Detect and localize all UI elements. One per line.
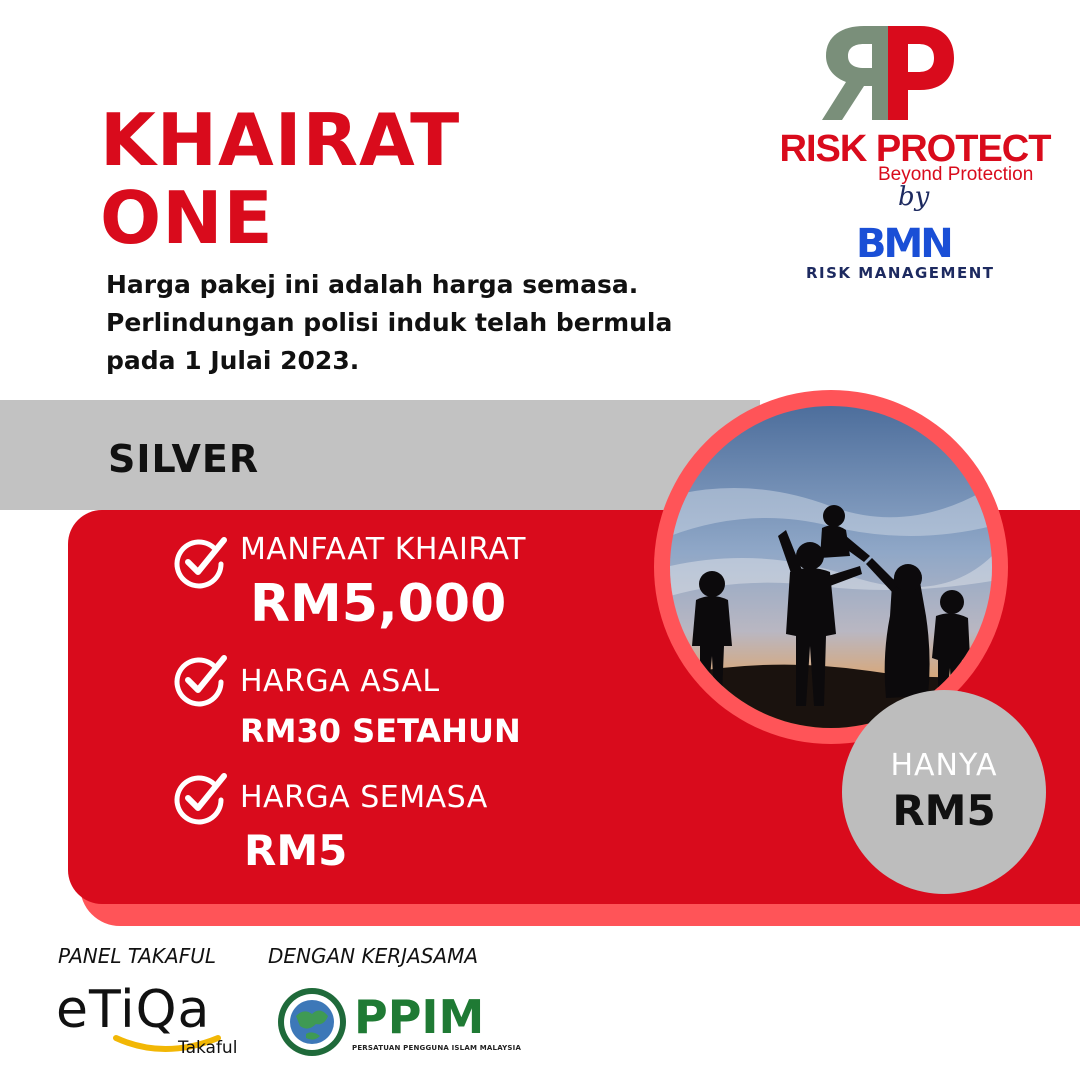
brand-by: by — [898, 182, 930, 212]
family-silhouette-image — [670, 406, 992, 728]
price-badge — [842, 690, 1046, 894]
benefit-label: MANFAAT KHAIRAT — [240, 532, 527, 567]
intro-text — [106, 266, 766, 380]
intro-line-3: pada 1 Julai 2023. — [106, 346, 360, 375]
headline-line-1: KHAIRAT — [100, 98, 461, 182]
ppim-seal-icon — [276, 986, 348, 1058]
check-circle-icon — [172, 652, 228, 708]
tier-label: SILVER — [108, 437, 260, 481]
benefit-value: RM30 SETAHUN — [240, 712, 521, 750]
partner-label: DENGAN KERJASAMA — [268, 944, 479, 968]
benefit-value: RM5 — [244, 826, 348, 875]
etiqa-wordmark: eTiQa — [56, 980, 211, 1040]
benefit-value: RM5,000 — [250, 574, 507, 634]
ppim-wordmark: PPIM — [354, 990, 485, 1044]
check-circle-icon — [172, 534, 228, 590]
brand-tagline: Beyond Protection — [878, 164, 1034, 185]
etiqa-subtitle: Takaful — [178, 1038, 238, 1058]
bmn-logo — [854, 222, 974, 262]
ppim-subtitle: PERSATUAN PENGGUNA ISLAM MALAYSIA — [352, 1044, 522, 1052]
risk-protect-logo — [770, 24, 1070, 294]
brand-name: RISK PROTECT — [779, 128, 1051, 170]
panel-takaful-label: PANEL TAKAFUL — [58, 944, 216, 968]
bmn-mark: BMN — [856, 222, 951, 262]
benefit-label: HARGA ASAL — [240, 664, 440, 699]
headline-line-2: ONE — [100, 176, 274, 260]
price-badge-label: HANYA — [890, 748, 998, 783]
etiqa-logo — [56, 980, 256, 1070]
rp-monogram-icon — [820, 24, 960, 124]
intro-line-1: Harga pakej ini adalah harga semasa. — [106, 270, 639, 299]
price-badge-value: RM5 — [892, 786, 996, 835]
check-circle-icon — [172, 770, 228, 826]
ppim-logo — [276, 982, 522, 1072]
intro-line-2: Perlindungan polisi induk telah bermula — [106, 308, 673, 337]
benefit-label: HARGA SEMASA — [240, 780, 488, 815]
family-photo — [670, 406, 992, 728]
partner-subtitle: RISK MANAGEMENT — [806, 264, 995, 282]
